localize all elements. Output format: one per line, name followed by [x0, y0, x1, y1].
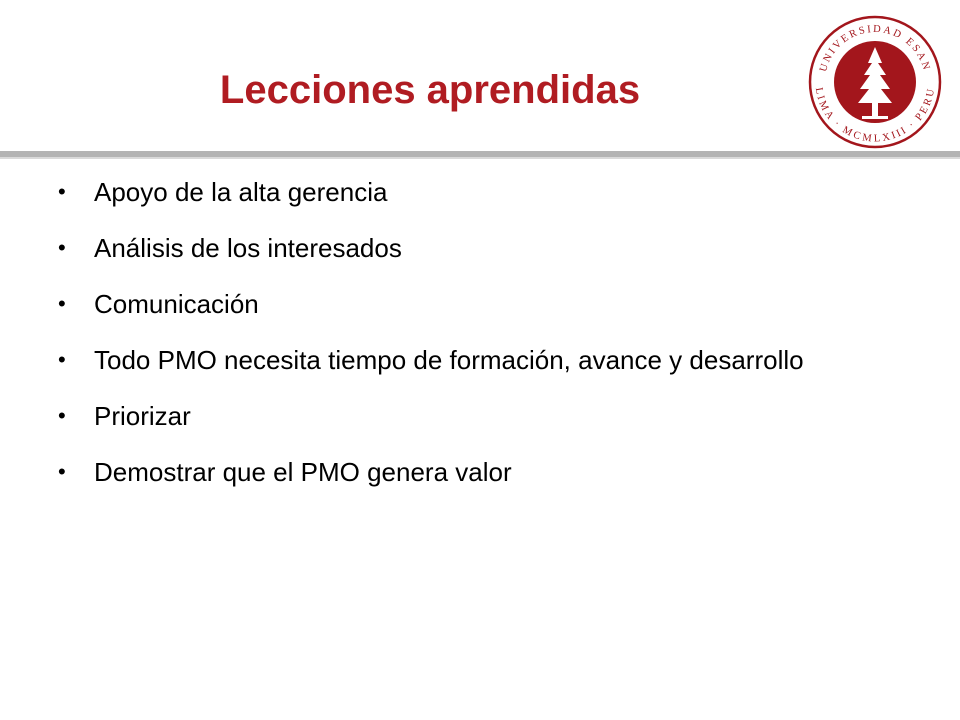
bullet-dot-icon: •	[58, 347, 66, 372]
title-divider-shadow	[0, 157, 960, 159]
bullet-text: Priorizar	[94, 401, 191, 431]
bullet-item	[58, 176, 918, 208]
bullet-dot-icon: •	[58, 459, 66, 484]
bullet-text: Demostrar que el PMO genera valor	[94, 457, 512, 487]
bullet-text: Análisis de los interesados	[94, 233, 402, 263]
bullet-item	[58, 400, 918, 432]
bullet-item	[58, 232, 918, 264]
bullet-list	[58, 176, 918, 512]
bullet-item	[58, 456, 918, 488]
bullet-dot-icon: •	[58, 291, 66, 316]
bullet-dot-icon: •	[58, 179, 66, 204]
university-seal-icon	[808, 15, 942, 149]
slide-title: Lecciones aprendidas	[219, 68, 641, 112]
bullet-text: Todo PMO necesita tiempo de formación, avance y desarrollo	[94, 345, 804, 375]
bullet-item	[58, 288, 918, 320]
bullet-dot-icon: •	[58, 403, 66, 428]
bullet-text: Comunicación	[94, 289, 259, 319]
bullet-text: Apoyo de la alta gerencia	[94, 177, 388, 207]
bullet-item	[58, 344, 814, 376]
seal-top-text: UNIVERSIDAD ESAN	[818, 23, 932, 74]
bullet-dot-icon: •	[58, 235, 66, 260]
seal-bottom-text: LIMA · MCMLXIII · PERU	[812, 86, 938, 145]
